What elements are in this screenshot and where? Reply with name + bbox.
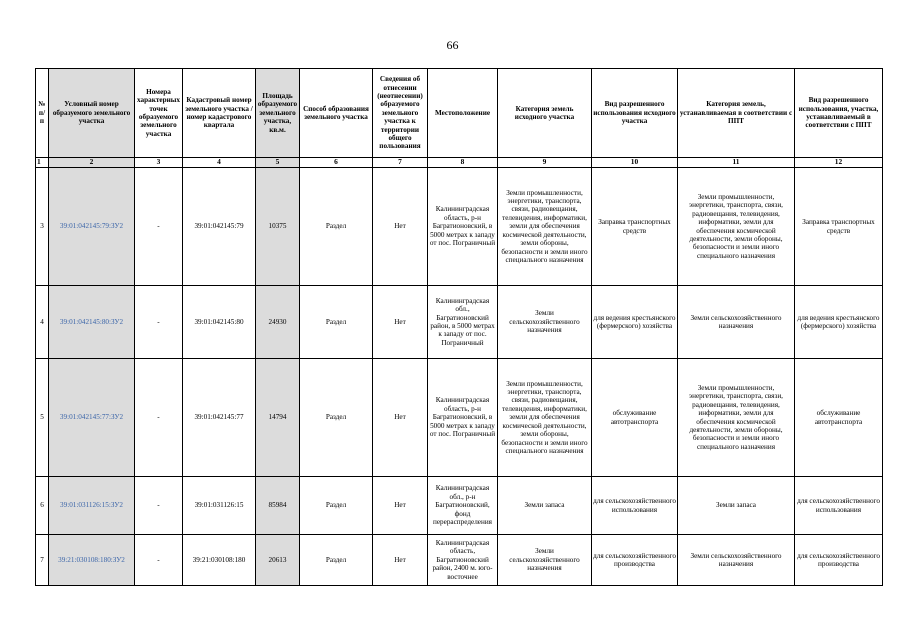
column-number: 7 xyxy=(373,158,428,168)
header-cell: Категория земель исходного участка xyxy=(498,69,592,158)
points-cell: - xyxy=(135,359,183,477)
use-source-cell: для сельскохозяйственного производства xyxy=(592,535,678,586)
table-row xyxy=(36,477,883,535)
header-cell: Кадастровый номер земельного участка /номер кадастрового квартала xyxy=(183,69,256,158)
category-source-cell: Земли промышленности, энергетики, транспорта, связи, радиовещания, телевидения, информатики, земли для обеспечения космической деятельности, земли обороны, безопасности и земли иного специального назначения xyxy=(498,359,592,477)
public-use-cell: Нет xyxy=(373,286,428,359)
use-source-cell: для сельскохозяйственного использования xyxy=(592,477,678,535)
use-ppt-cell: для сельскохозяйственного использования xyxy=(795,477,883,535)
header-cell: Вид разрешенного использования исходного участка xyxy=(592,69,678,158)
header-cell: Условный номер образуемого земельного участка xyxy=(49,69,135,158)
table-row xyxy=(36,286,883,359)
points-cell: - xyxy=(135,168,183,286)
location-cell: Калининградская обл., р-н Багратионовский, фонд перераспределения xyxy=(428,477,498,535)
category-source-cell: Земли запаса xyxy=(498,477,592,535)
points-cell: - xyxy=(135,477,183,535)
page-number: 66 xyxy=(446,38,459,52)
column-number: 10 xyxy=(592,158,678,168)
use-source-cell: обслуживание автотранспорта xyxy=(592,359,678,477)
use-ppt-cell: обслуживание автотранспорта xyxy=(795,359,883,477)
cadastral-number: 39:01:042145:79 xyxy=(183,168,256,286)
cadastral-number: 39:01:031126:15 xyxy=(183,477,256,535)
row-index: 5 xyxy=(36,359,49,477)
area-cell: 20613 xyxy=(256,535,300,586)
row-index: 4 xyxy=(36,286,49,359)
cadastral-number: 39:01:042145:80 xyxy=(183,286,256,359)
column-number: 11 xyxy=(678,158,795,168)
land-plots-table xyxy=(35,68,883,586)
method-cell: Раздел xyxy=(300,168,373,286)
category-ppt-cell: Земли промышленности, энергетики, транспорта, связи, радиовещания, телевидения, информатики, земли для обеспечения космической деятельности, земли обороны, безопасности и земли иного специального назначения xyxy=(678,168,795,286)
column-number: 2 xyxy=(49,158,135,168)
method-cell: Раздел xyxy=(300,477,373,535)
header-cell: Площадь образуемого земельного участка, кв.м. xyxy=(256,69,300,158)
method-cell: Раздел xyxy=(300,535,373,586)
column-number: 12 xyxy=(795,158,883,168)
plot-number-link[interactable]: 39:01:042145:79:ЗУ2 xyxy=(49,168,135,286)
column-number: 6 xyxy=(300,158,373,168)
use-ppt-cell: для ведения крестьянского (фермерского) хозяйства xyxy=(795,286,883,359)
column-number: 3 xyxy=(135,158,183,168)
header-cell: Местоположение xyxy=(428,69,498,158)
area-cell: 14794 xyxy=(256,359,300,477)
row-index: 7 xyxy=(36,535,49,586)
location-cell: Калининградская обл., Багратионовский район, в 5000 метрах к западу от пос. Пограничный xyxy=(428,286,498,359)
location-cell: Калининградская область, Багратионовский район, 2400 м. юго-восточнее xyxy=(428,535,498,586)
table-header-row xyxy=(36,69,883,158)
plot-number-link[interactable]: 39:01:042145:77:ЗУ2 xyxy=(49,359,135,477)
header-cell: Номера характерных точек образуемого земельного участка xyxy=(135,69,183,158)
header-cell: № п/п xyxy=(36,69,49,158)
column-number-row xyxy=(36,158,883,168)
area-cell: 85984 xyxy=(256,477,300,535)
header-cell: Способ образования земельного участка xyxy=(300,69,373,158)
location-cell: Калининградская область, р-н Багратионовский, в 5000 метрах к западу от пос. Пограничный xyxy=(428,359,498,477)
plot-number-link[interactable]: 39:01:042145:80:ЗУ2 xyxy=(49,286,135,359)
table-row xyxy=(36,535,883,586)
table-row xyxy=(36,168,883,286)
column-number: 4 xyxy=(183,158,256,168)
row-index: 3 xyxy=(36,168,49,286)
use-source-cell: Заправка транспортных средств xyxy=(592,168,678,286)
table-row xyxy=(36,359,883,477)
location-cell: Калининградская область, р-н Багратионовский, в 5000 метрах к западу от пос. Пограничный xyxy=(428,168,498,286)
method-cell: Раздел xyxy=(300,286,373,359)
use-source-cell: для ведения крестьянского (фермерского) хозяйства xyxy=(592,286,678,359)
public-use-cell: Нет xyxy=(373,168,428,286)
area-cell: 10375 xyxy=(256,168,300,286)
use-ppt-cell: Заправка транспортных средств xyxy=(795,168,883,286)
public-use-cell: Нет xyxy=(373,535,428,586)
category-ppt-cell: Земли промышленности, энергетики, транспорта, связи, радиовещания, телевидения, информатики, земли для обеспечения космической деятельности, земли обороны, безопасности и земли иного специального назначения xyxy=(678,359,795,477)
plot-number-link[interactable]: 39:21:030108:180:ЗУ2 xyxy=(49,535,135,586)
column-number: 9 xyxy=(498,158,592,168)
column-number: 8 xyxy=(428,158,498,168)
category-source-cell: Земли промышленности, энергетики, транспорта, связи, радиовещания, телевидения, информатики, земли для обеспечения космической деятельности, земли обороны, безопасности и земли иного специального назначения xyxy=(498,168,592,286)
cadastral-number: 39:21:030108:180 xyxy=(183,535,256,586)
use-ppt-cell: для сельскохозяйственного производства xyxy=(795,535,883,586)
category-ppt-cell: Земли сельскохозяйственного назначения xyxy=(678,286,795,359)
plot-number-link[interactable]: 39:01:031126:15:ЗУ2 xyxy=(49,477,135,535)
header-cell: Сведения об отнесении (неотнесении) образуемого земельного участка к территории общего пользования xyxy=(373,69,428,158)
public-use-cell: Нет xyxy=(373,359,428,477)
method-cell: Раздел xyxy=(300,359,373,477)
category-source-cell: Земли сельскохозяйственного назначения xyxy=(498,535,592,586)
points-cell: - xyxy=(135,286,183,359)
row-index: 6 xyxy=(36,477,49,535)
header-cell: Категория земель, устанавливаемая в соответствии с ППТ xyxy=(678,69,795,158)
column-number: 1 xyxy=(36,158,49,168)
public-use-cell: Нет xyxy=(373,477,428,535)
category-source-cell: Земли сельскохозяйственного назначения xyxy=(498,286,592,359)
cadastral-number: 39:01:042145:77 xyxy=(183,359,256,477)
area-cell: 24930 xyxy=(256,286,300,359)
points-cell: - xyxy=(135,535,183,586)
category-ppt-cell: Земли сельскохозяйственного назначения xyxy=(678,535,795,586)
header-cell: Вид разрешенного использования, участка, устанавливаемый в соответствии с ППТ xyxy=(795,69,883,158)
category-ppt-cell: Земли запаса xyxy=(678,477,795,535)
column-number: 5 xyxy=(256,158,300,168)
